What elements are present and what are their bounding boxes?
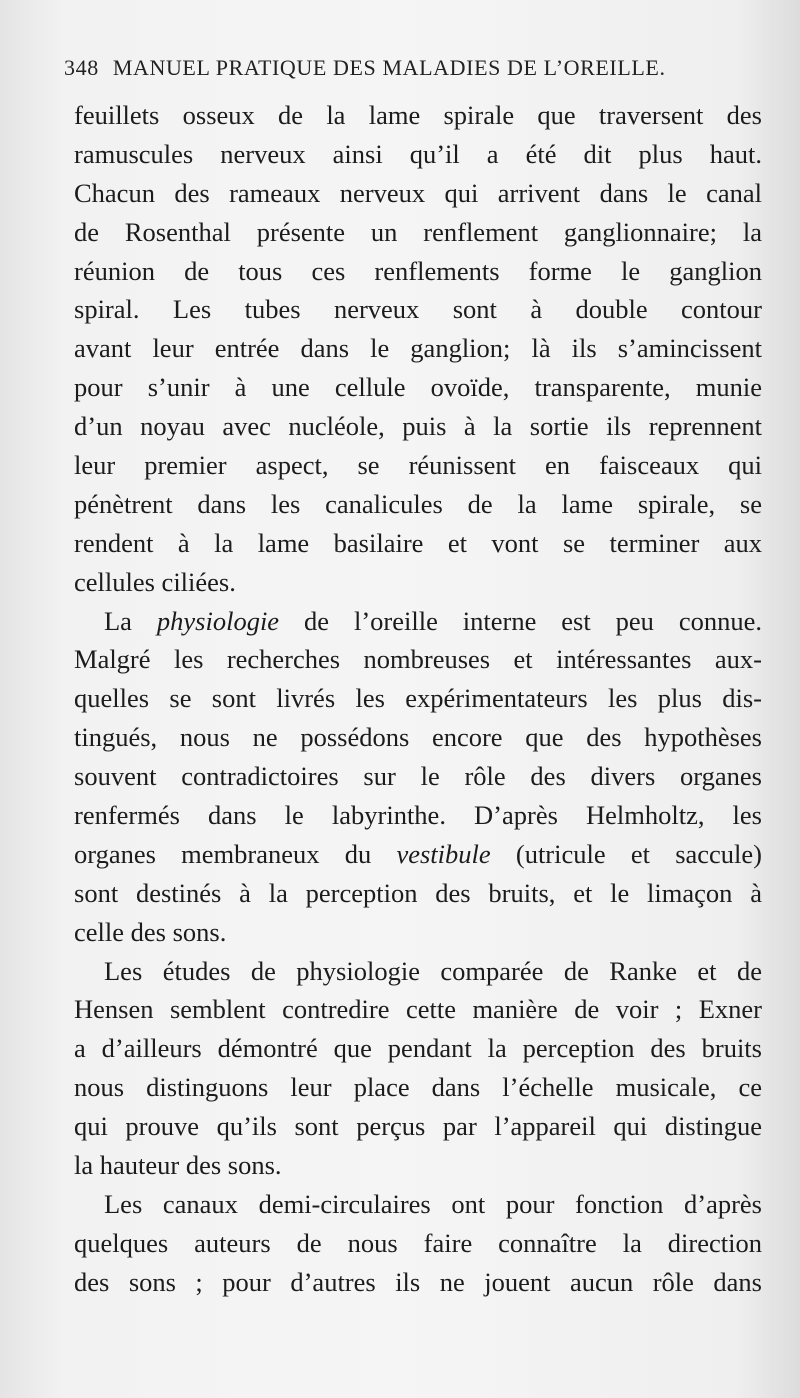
text-run: de l’oreille interne est peu connue. xyxy=(279,605,762,636)
text-line: nous distinguons leur place dans l’échelle musicale, ce xyxy=(74,1072,762,1103)
page-number: 348 xyxy=(64,55,99,80)
text-line: pour s’unir à une cellule ovoïde, transparente, munie xyxy=(74,372,762,403)
text-line: la hauteur des sons. xyxy=(74,1150,282,1181)
text-line: des sons ; pour d’autres ils ne jouent aucun rôle dans xyxy=(74,1266,762,1297)
text-line: souvent contradictoires sur le rôle des divers organes xyxy=(74,761,762,792)
running-head xyxy=(64,55,764,81)
text-line: Chacun des rameaux nerveux qui arrivent dans le canal xyxy=(74,177,762,208)
text-line: qui prouve qu’ils sont perçus par l’appareil qui distingue xyxy=(74,1111,762,1142)
italic-term: physiologie xyxy=(156,605,280,636)
text-run: organes membraneux du xyxy=(74,838,397,869)
paragraph-start-line: Les canaux demi-circulaires ont pour fonction d’après xyxy=(104,1188,762,1219)
text-line: cellules ciliées. xyxy=(74,566,236,597)
text-line: tingués, nous ne possédons encore que des hypothèses xyxy=(74,722,762,753)
text-line: pénètrent dans les canalicules de la lame spirale, se xyxy=(74,488,762,519)
body-text xyxy=(74,96,762,1302)
text-line: quelques auteurs de nous faire connaître la direction xyxy=(74,1227,762,1258)
text-line: ramuscules nerveux ainsi qu’il a été dit plus haut. xyxy=(74,138,762,169)
text-line: feuillets osseux de la lame spirale que traversent des xyxy=(74,100,762,130)
text-run: La xyxy=(104,605,157,636)
text-line: avant leur entrée dans le ganglion; là ils s’amincissent xyxy=(74,333,762,364)
text-line: leur premier aspect, se réunissent en faisceaux qui xyxy=(74,450,762,481)
running-title: MANUEL PRATIQUE DES MALADIES DE L’OREILLE. xyxy=(112,55,666,80)
text-line: Malgré les recherches nombreuses et intéressantes aux- xyxy=(74,644,762,675)
text-line: rendent à la lame basilaire et vont se terminer aux xyxy=(74,527,762,558)
text-line: d’un noyau avec nucléole, puis à la sortie ils reprennent xyxy=(74,411,762,442)
text-line: Hensen semblent contredire cette manière de voir ; Exner xyxy=(74,994,762,1025)
text-run: (utricule et saccule) xyxy=(490,838,762,869)
paragraph-start-line: Les études de physiologie comparée de Ranke et de xyxy=(104,955,762,986)
text-line: de Rosenthal présente un renflement ganglionnaire; la xyxy=(74,216,762,247)
italic-term: vestibule xyxy=(396,838,491,869)
text-line: quelles se sont livrés les expérimentateurs les plus dis- xyxy=(74,683,762,714)
text-line: celle des sons. xyxy=(74,916,227,947)
text-line: sont destinés à la perception des bruits, et le limaçon à xyxy=(74,877,762,908)
text-line: réunion de tous ces renflements forme le ganglion xyxy=(74,255,762,286)
text-line: renfermés dans le labyrinthe. D’après Helmholtz, les xyxy=(74,800,762,831)
text-line: a d’ailleurs démontré que pendant la perception des bruits xyxy=(74,1033,762,1064)
paragraph-start-line xyxy=(74,602,762,641)
text-line: spiral. Les tubes nerveux sont à double contour xyxy=(74,294,762,325)
text-line xyxy=(74,835,762,874)
